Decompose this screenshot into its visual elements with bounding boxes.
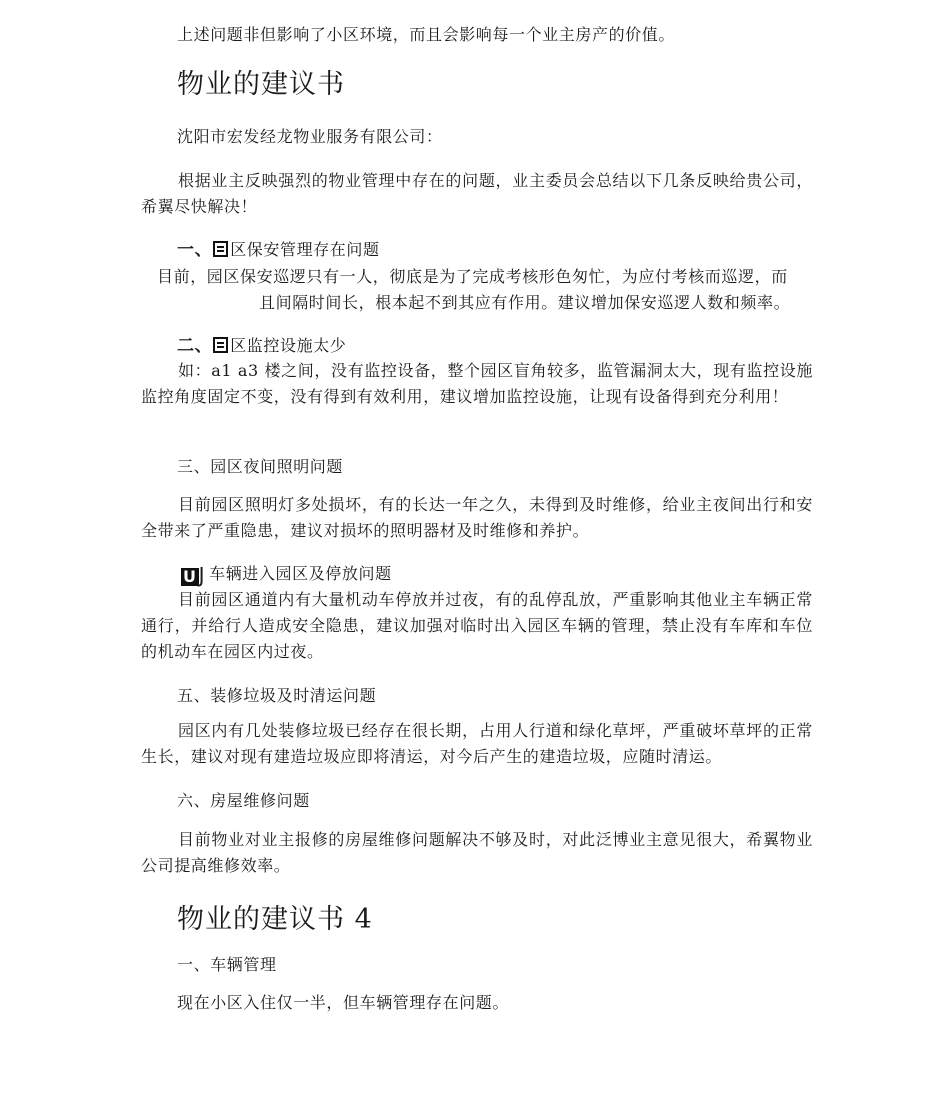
- section-heading-4: [181, 561, 392, 590]
- doc2-section-body-1: 现在小区入住仅一半，但车辆管理存在问题。: [177, 993, 510, 1012]
- section-heading-2: [177, 333, 346, 359]
- section-heading-5: 五、装修垃圾及时清运问题: [177, 686, 377, 705]
- intro-line: 上述问题非但影响了小区环境，而且会影响每一个业主房产的价值。: [177, 25, 676, 44]
- section-number-4-mark: U J: [183, 563, 206, 587]
- section-body-2: 如：a1 a3 楼之间，没有监控设备，整个园区盲角较多，监管漏洞太大，现有监控设施监控角度固定不变，没有得到有效利用，建议增加监控设施，让现有设备得到充分利用！: [141, 361, 813, 406]
- section-body-3: 目前园区照明灯多处损坏，有的长达一年之久，未得到及时维修，给业主夜间出行和安全带来了严重隐患，建议对损坏的照明器材及时维修和养护。: [141, 495, 813, 540]
- salutation: 沈阳市宏发经龙物业服务有限公司：: [177, 127, 443, 146]
- broken-glyph-icon: [213, 337, 228, 353]
- section-body-6: 目前物业对业主报修的房屋维修问题解决不够及时，对此泛博业主意见很大，希翼物业公司提高维修效率。: [141, 830, 813, 875]
- section-heading-text-4: 车辆进入园区及停放问题: [209, 564, 392, 583]
- section-number-2: 二、: [177, 336, 213, 356]
- opening-paragraph: 根据业主反映强烈的物业管理中存在的问题，业主委员会总结以下几条反映给贵公司，希翼尽快解决！: [141, 171, 813, 216]
- section-body-1-line-2: 且间隔时间长，根本起不到其应有作用。建议增加保安巡逻人数和频率。: [259, 293, 791, 312]
- doc2-section-heading-1: 一、车辆管理: [177, 955, 277, 974]
- broken-glyph-icon: [213, 241, 228, 257]
- section-body-1-line-1: 目前，园区保安巡逻只有一人，彻底是为了完成考核形色匆忙，为应付考核而巡逻，而: [157, 267, 788, 286]
- doc-title: 物业的建议书: [177, 69, 345, 100]
- section-heading-text-1: 区保安管理存在问题: [230, 240, 380, 259]
- section-heading-3: 三、园区夜间照明问题: [177, 457, 344, 476]
- section-body-5: 园区内有几处装修垃圾已经存在很长期，占用人行道和绿化草坪，严重破坏草坪的正常生长，建议对现有建造垃圾应即将清运，对今后产生的建造垃圾，应随时清运。: [141, 721, 813, 766]
- section-heading-text-2: 区监控设施太少: [230, 336, 347, 355]
- section-number-1: 一、: [177, 240, 213, 260]
- section-heading-6: 六、房屋维修问题: [177, 791, 310, 810]
- section-body-4: 目前园区通道内有大量机动车停放并过夜，有的乱停乱放，严重影响其他业主车辆正常通行，并给行人造成安全隐患，建议加强对临时出入园区车辆的管理，禁止没有车库和车位的机动车在园区内过夜。: [141, 590, 813, 661]
- section-heading-1: [177, 237, 380, 263]
- doc-title-2: 物业的建议书 4: [177, 904, 373, 935]
